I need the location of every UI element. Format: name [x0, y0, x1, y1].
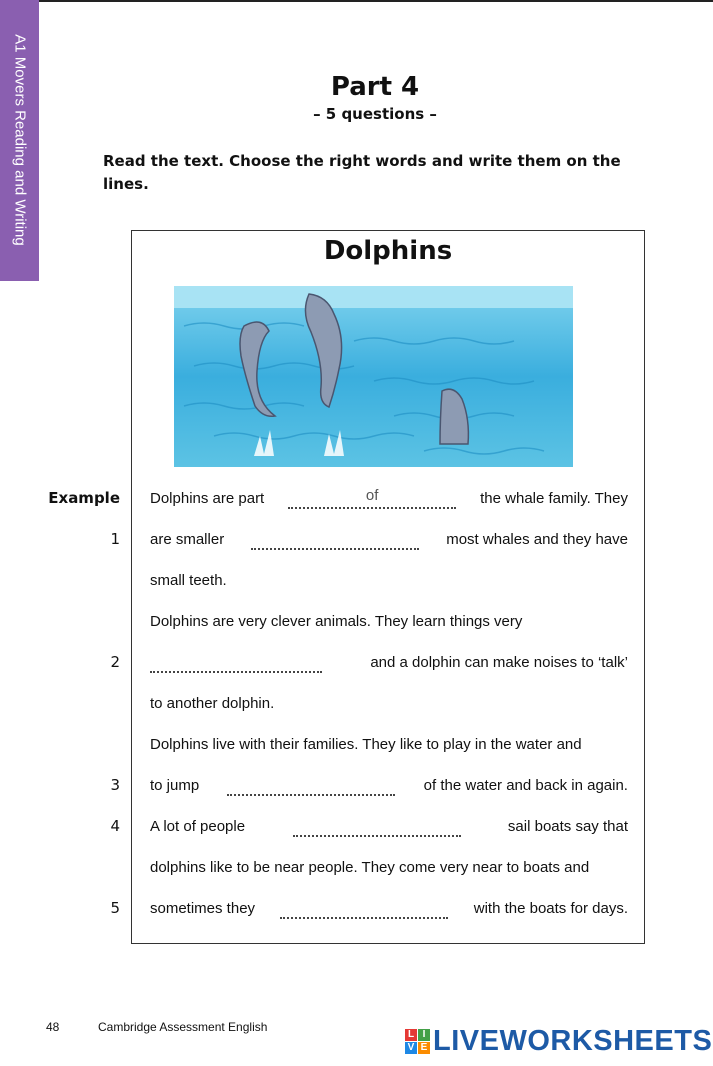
- text-line: [150, 691, 628, 715]
- logo-icon: L I V E: [405, 1029, 430, 1054]
- line-text: the whale family. They: [480, 489, 628, 507]
- answer-field-3[interactable]: [227, 774, 395, 796]
- liveworksheets-logo: [405, 1024, 712, 1058]
- line-text: of the water and back in again.: [423, 776, 628, 794]
- text-line: [150, 527, 628, 551]
- question-number: 4: [110, 817, 120, 835]
- line-text: to another dolphin.: [150, 694, 275, 712]
- line-text: are smaller: [150, 530, 225, 548]
- text-line: [150, 855, 628, 879]
- top-border: [0, 0, 713, 2]
- text-line: [150, 486, 628, 510]
- line-text: dolphins like to be near people. They come very near to boats and: [150, 858, 590, 876]
- line-text: and a dolphin can make noises to ‘talk’: [370, 653, 628, 671]
- text-title: Dolphins: [323, 236, 453, 266]
- example-answer-field: [288, 487, 456, 509]
- text-line: [150, 896, 628, 920]
- line-text: A lot of people: [150, 817, 246, 835]
- question-number: 3: [110, 776, 120, 794]
- section-tab: [0, 0, 39, 281]
- question-number: 1: [110, 530, 120, 548]
- page-number: 48: [46, 1020, 60, 1034]
- text-line: [150, 650, 628, 674]
- line-text: with the boats for days.: [473, 899, 628, 917]
- text-line: [150, 773, 628, 797]
- answer-field-4[interactable]: [293, 815, 461, 837]
- line-text: Dolphins are part: [150, 489, 265, 507]
- line-text: most whales and they have: [446, 530, 628, 548]
- page-title: Part 4: [330, 72, 420, 102]
- answer-field-5[interactable]: [280, 897, 448, 919]
- line-text: Dolphins live with their families. They like to play in the water and: [150, 735, 582, 753]
- question-number: 2: [110, 653, 120, 671]
- line-text: to jump: [150, 776, 200, 794]
- answer-field-2[interactable]: [150, 651, 322, 673]
- section-tab-label: A1 Movers Reading and Writing: [11, 34, 29, 246]
- text-line: [150, 568, 628, 592]
- line-text: small teeth.: [150, 571, 227, 589]
- page-subtitle: – 5 questions –: [313, 105, 437, 123]
- question-number: 5: [110, 899, 120, 917]
- example-label: Example: [48, 489, 120, 507]
- text-line: [150, 814, 628, 838]
- logo-text: LIVEWORKSHEETS: [433, 1024, 713, 1057]
- answer-field-1[interactable]: [251, 528, 419, 550]
- dolphins-illustration: [174, 286, 573, 467]
- publisher: Cambridge Assessment English: [98, 1020, 268, 1034]
- line-text: sometimes they: [150, 899, 256, 917]
- text-line: [150, 609, 628, 633]
- line-text: sail boats say that: [507, 817, 628, 835]
- instructions: Read the text. Choose the right words and write them on the lines.: [103, 152, 621, 193]
- line-text: Dolphins are very clever animals. They learn things very: [150, 612, 523, 630]
- example-answer: of: [365, 487, 379, 504]
- text-line: [150, 732, 628, 756]
